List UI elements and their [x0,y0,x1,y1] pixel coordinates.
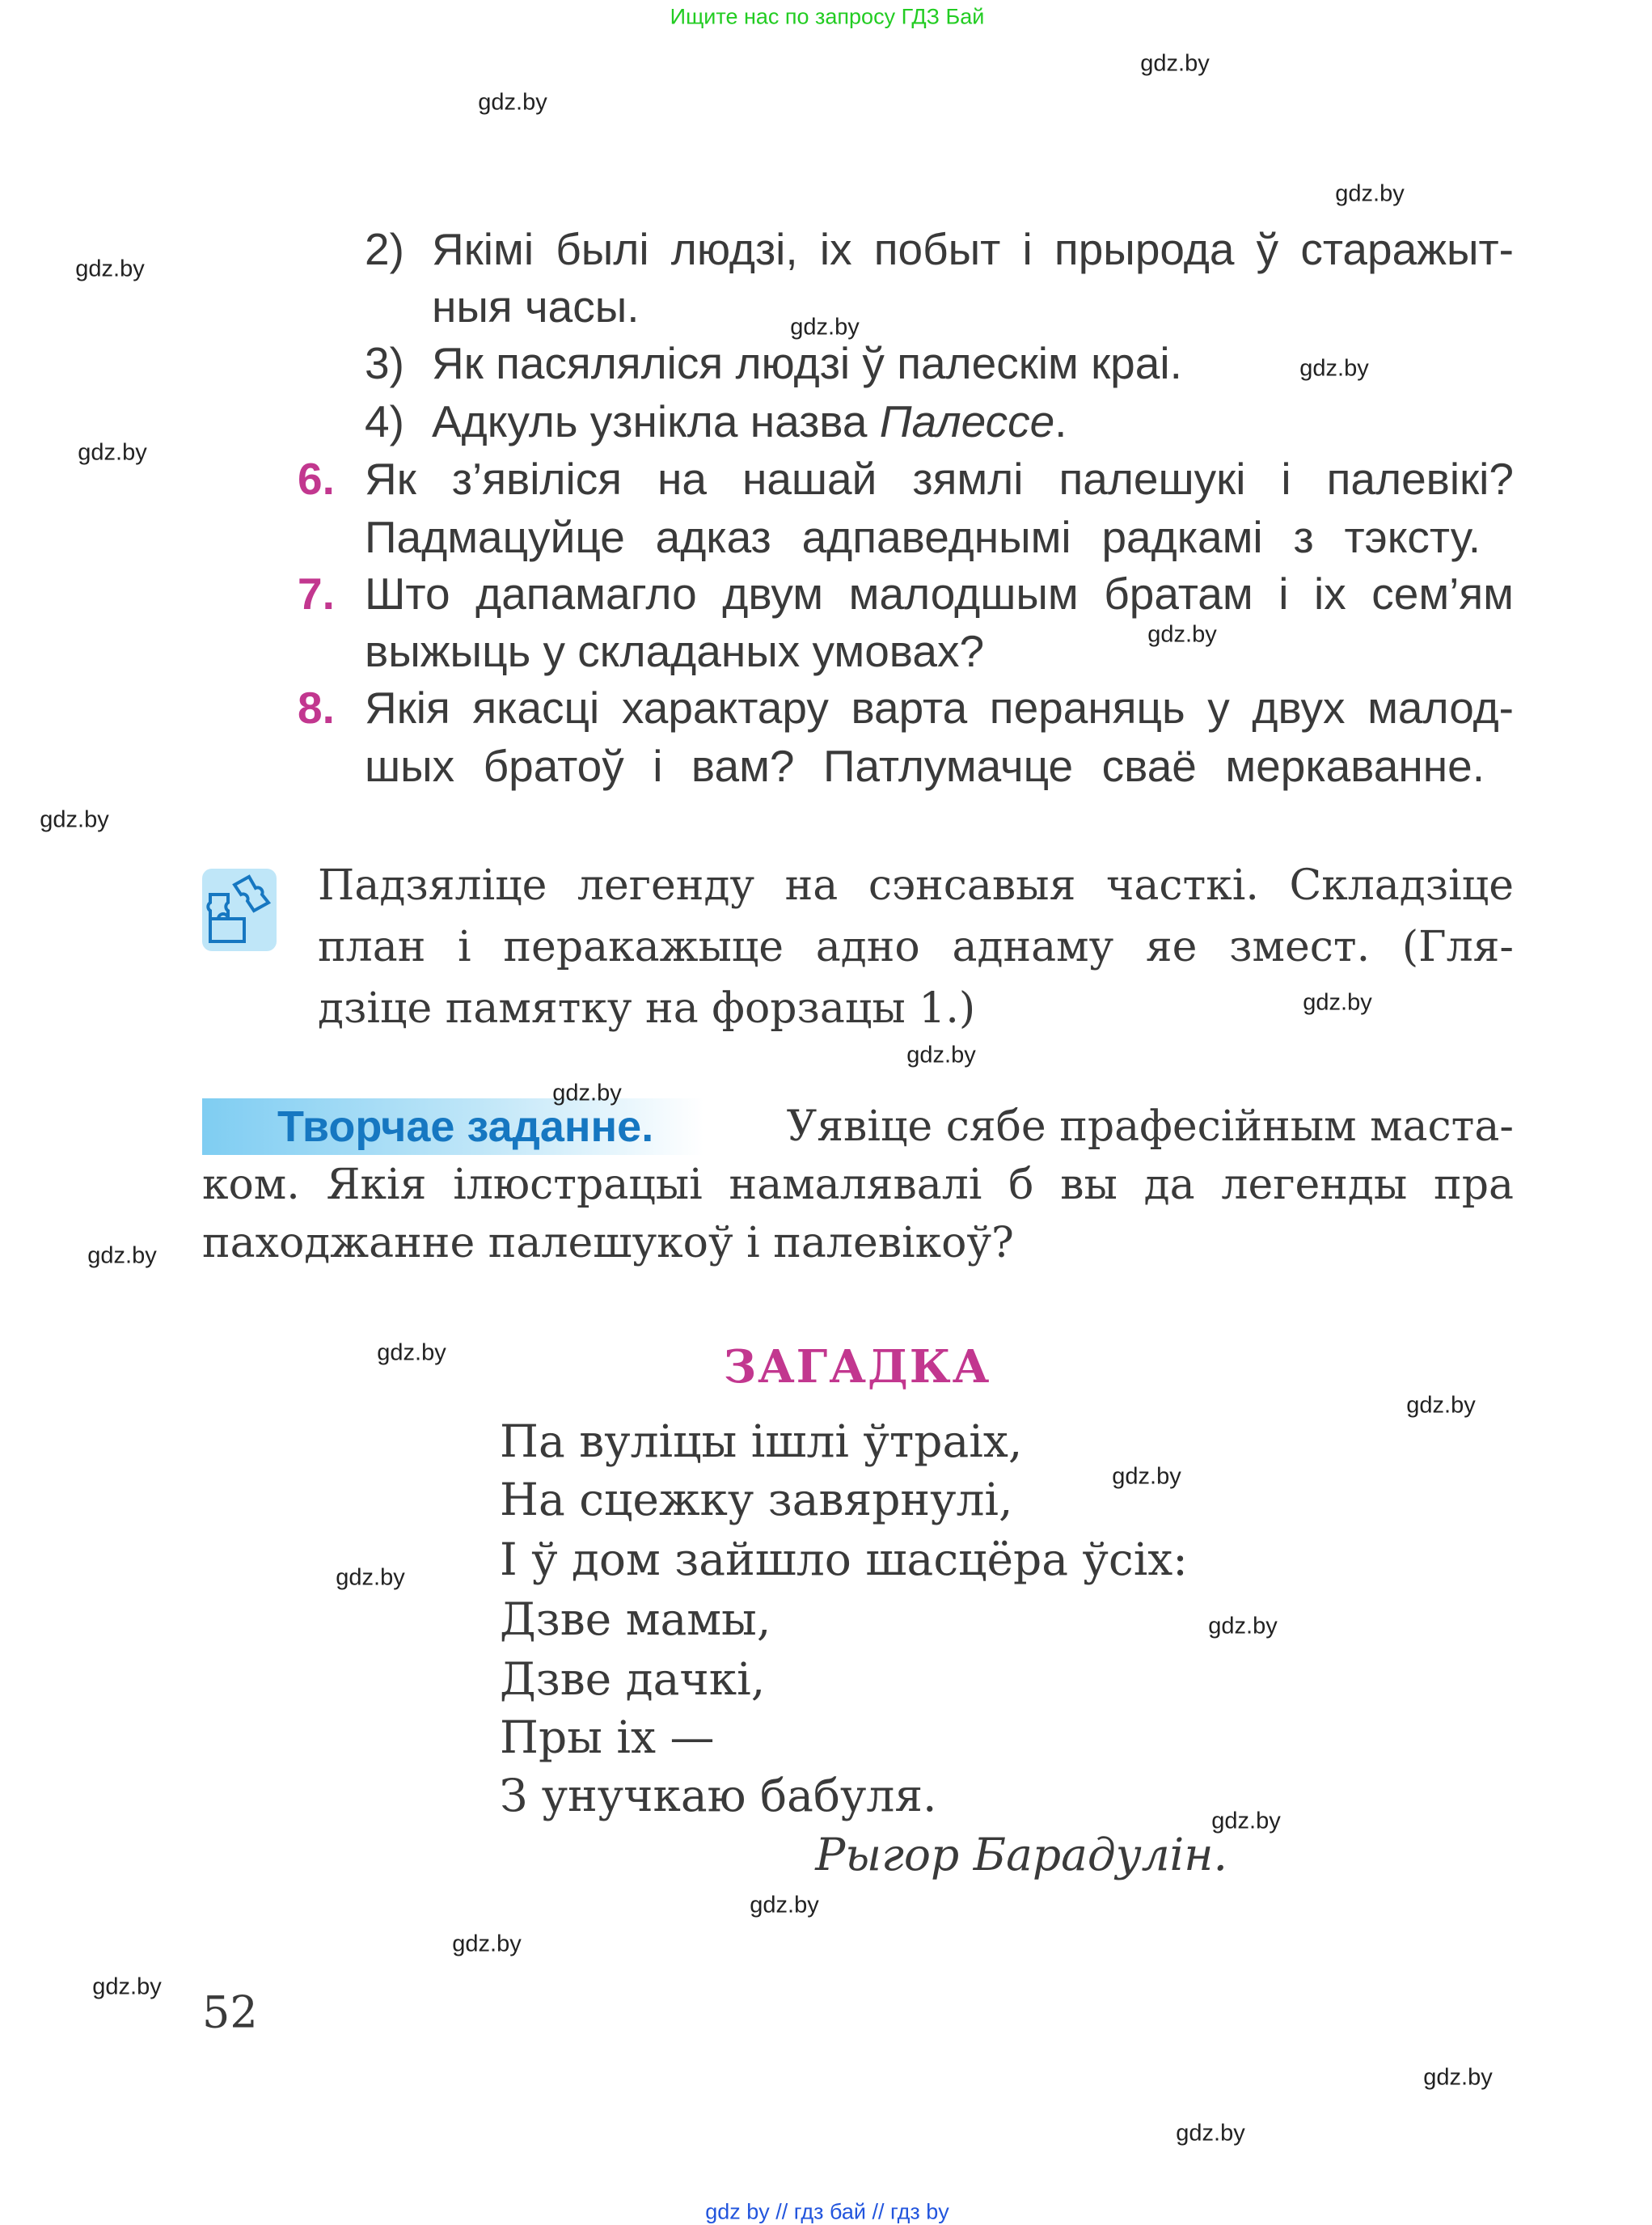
watermark: gdz.by [790,314,860,341]
q3-line: Як пасяляліся людзі ў палескім краі. [432,338,1182,388]
creative-task-line-2: ком. Якія ілюстрацыі намалявалі б вы да легенды пра [202,1161,1514,1209]
poem-line: З унучкаю бабуля. [500,1770,937,1821]
creative-task-text-1: Уявіце сябе прафесійным маста- [786,1102,1514,1151]
page-number: 52 [202,1986,258,2038]
creative-task-line-3: паходжанне палешукоў і палевікоў? [202,1219,1014,1267]
watermark: gdz.by [1176,2120,1245,2147]
q3-number: 3) [365,338,404,388]
poem-line: Па вуліцы ішлі ўтраіх, [500,1415,1023,1467]
poem-author: Рыгор Барадулін. [815,1829,1227,1880]
q6-line-1: Як з’явіліся на нашай зямлі палешукі і палевікі? [365,454,1514,504]
q2-line-1: Якімі былі людзі, іх побыт і прырода ў старажыт- [432,224,1514,274]
q4-italic-word: Палессе [879,396,1055,446]
q6-line-2: Падмацуйце адказ адпаведнымі радкамі з тэксту. [365,512,1481,562]
watermark: gdz.by [1147,621,1217,648]
watermark: gdz.by [552,1080,622,1106]
riddle-title: ЗАГАДКА [723,1340,991,1394]
q8-line-2: шых братоў і вам? Патлумачце сваё меркаванне. [365,741,1485,791]
footer-banner[interactable]: gdz by // гдз бай // гдз by [705,2199,949,2224]
q8-number: 8. [298,683,335,733]
watermark: gdz.by [377,1339,446,1366]
q8-line-1: Якія якасці характару варта пераняць у двух малод- [365,683,1514,733]
poem-line: На сцежку завярнулі, [500,1474,1013,1525]
q7-number: 7. [298,569,335,619]
q4-prefix: Адкуль узнікла назва [432,396,880,446]
puzzle-icon [202,869,277,951]
watermark: gdz.by [1140,50,1210,77]
puzzle-task-line-1: Падзяліце легенду на сэнсавыя часткі. Складзіце [318,861,1514,910]
watermark: gdz.by [1208,1613,1278,1639]
q7-line-2: выжыць у складаных умовах? [365,626,985,676]
watermark: gdz.by [75,256,145,282]
poem-line: Пры іх — [500,1711,715,1763]
watermark: gdz.by [452,1931,522,1957]
q4-number: 4) [365,396,404,446]
watermark: gdz.by [336,1564,405,1591]
q2-number: 2) [365,224,404,274]
watermark: gdz.by [78,439,147,466]
watermark: gdz.by [1406,1392,1476,1419]
watermark: gdz.by [40,806,109,833]
watermark: gdz.by [1211,1808,1281,1834]
watermark: gdz.by [87,1242,157,1269]
header-banner[interactable]: Ищите нас по запросу ГДЗ Бай [670,4,985,29]
watermark: gdz.by [1299,355,1369,382]
poem-line: Дзве мамы, [500,1593,771,1645]
creative-task-label: Творчае заданне. [277,1102,654,1151]
puzzle-task-line-3: дзіце памятку на форзацы 1.) [318,984,976,1033]
watermark: gdz.by [1423,2064,1493,2091]
poem-line: Дзве дачкі, [500,1653,766,1705]
watermark: gdz.by [1303,989,1372,1016]
watermark: gdz.by [1112,1463,1181,1490]
q2-line-2: ныя часы. [432,281,640,332]
poem-line: І ў дом зайшло шасцёра ўсіх: [500,1533,1188,1585]
q6-number: 6. [298,454,335,504]
watermark: gdz.by [92,1973,162,2000]
q4-line [432,393,1067,450]
puzzle-task-line-2: план і перакажыце адно аднаму яе змест. (Гля- [318,923,1514,971]
creative-task-line-1 [277,1098,1514,1156]
q7-line-1: Што дапамагло двум малодшым братам і іх сем’ям [365,569,1514,619]
watermark: gdz.by [478,89,547,116]
watermark: gdz.by [750,1892,819,1918]
q4-suffix: . [1054,396,1067,446]
watermark: gdz.by [906,1042,976,1068]
watermark: gdz.by [1335,180,1405,207]
